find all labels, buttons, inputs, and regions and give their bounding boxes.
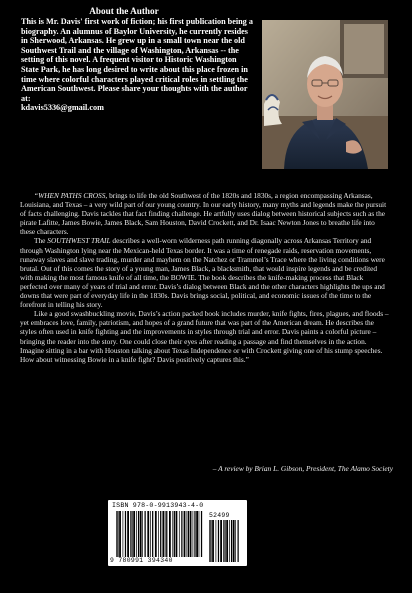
addon-bar-1 xyxy=(210,520,211,562)
about-heading: About the Author xyxy=(89,6,159,16)
ean-bar-11 xyxy=(140,511,142,557)
ean-bar-13 xyxy=(145,511,146,557)
addon-bar-12 xyxy=(235,520,236,562)
ean-bar-0 xyxy=(116,511,117,557)
addon-bar-13 xyxy=(238,520,239,562)
ean-bar-9 xyxy=(136,511,137,557)
ean-bar-3 xyxy=(123,511,124,557)
isbn-barcode xyxy=(108,500,247,566)
ean-bar-1 xyxy=(117,511,118,557)
ean-bar-26 xyxy=(176,511,178,557)
ean-bar-6 xyxy=(130,511,131,557)
review-text-2: describes a well-worn wilderness path running diagonally across Arkansas Territory and through Washington lying near the Mexican-held Texas border. It was a time of renegade raids, reservation movements, runaway slaves and slave trading, murder and mayhem on the Natchez or Trammel’s Trace where the living conditions were brutal. Out of this comes the story of a young man, James Black, a blacksmith, that would inspire legends and be credited with making the most famous knife of all time, the BOWIE. The book describes the knife-making process that Black perfected over many of years of trial and error. Davis’s dialog between Black and the other characters highlights the ups and downs that were part of everyday life in the 1830s. Davis brings social, political, and economic issues of the time to the forefront in telling his story. xyxy=(20,236,385,310)
author-email: kdavis5336@gmail.com xyxy=(21,103,104,113)
addon-bar-11 xyxy=(233,520,235,562)
addon-bar-3 xyxy=(216,520,217,562)
ean-bar-8 xyxy=(133,511,135,557)
ean-bar-7 xyxy=(131,511,132,557)
isbn-label: ISBN 978-0-9913943-4-0 xyxy=(112,502,204,509)
ean-bar-27 xyxy=(179,511,180,557)
ean-bar-22 xyxy=(166,511,167,557)
ean-bar-18 xyxy=(158,511,159,557)
addon-bar-5 xyxy=(220,520,222,562)
addon-bar-10 xyxy=(231,520,232,562)
ean-bar-32 xyxy=(190,511,192,557)
price-code: 52499 xyxy=(209,512,230,519)
addon-bar-2 xyxy=(212,520,214,562)
ean-bar-15 xyxy=(150,511,151,557)
ean-bar-17 xyxy=(155,511,157,557)
ean-digits: 9 780991 394340 xyxy=(110,557,173,564)
ean-bar-35 xyxy=(196,511,198,557)
ean-bar-25 xyxy=(174,511,175,557)
ean-bar-28 xyxy=(181,511,182,557)
addon-bar-4 xyxy=(218,520,219,562)
ean-bar-21 xyxy=(165,511,166,557)
ean-bar-31 xyxy=(188,511,189,557)
ean-bar-19 xyxy=(160,511,161,557)
ean-bar-37 xyxy=(201,511,202,557)
author-photo xyxy=(262,20,388,169)
ean-bar-4 xyxy=(125,511,126,557)
ean-bar-36 xyxy=(199,511,200,557)
review-trail-title: SOUTHWEST TRAIL xyxy=(47,236,111,246)
author-bio: This is Mr. Davis' first work of fiction; his first publication being a biography. An alumnus of Baylor University, he currently resides in Sherwood, Arkansas. He grew up in a small town near the old Southwest Trail and the village of Washington, Arkansas -- the setting of this novel. A frequent visitor to Historic Washington State Park, he has long desired to write about this place frozen in time where colorful characters played critical roles in settling the American Southwest. Please share your thoughts with the author at: xyxy=(21,17,253,103)
review-attribution: – A review by Brian L. Gibson, President, The Alamo Society xyxy=(212,464,393,473)
review-text-2a: The xyxy=(34,236,48,246)
review-paragraph-3: Like a good swashbuckling movie, Davis’s action packed book includes murder, knife fights, fires, plagues, and floods – yet embraces love, family, patriotism, and hopes of a grand future that was part of the American dream. He describes the styles often used in knife fighting and the improvements in styles through trial and error. Davis paints a colorful picture – bringing the reader into the story. One could close their eyes after reading a passage and find themselves in the action. Imagine sitting in a bar with Houston talking about Texas Independence or with Crockett giving one of his stump speeches. How about witnessing Bowie in a knife fight? Davis positively captures this.” xyxy=(20,309,389,364)
addon-bar-7 xyxy=(224,520,225,562)
ean-bar-34 xyxy=(194,511,195,557)
addon-bar-6 xyxy=(223,520,224,562)
ean-bar-29 xyxy=(184,511,186,557)
review-book-title: “WHEN PATHS CROSS xyxy=(34,191,106,200)
addon-bar-9 xyxy=(229,520,230,562)
ean-bar-14 xyxy=(147,511,149,557)
ean-bar-24 xyxy=(172,511,173,557)
addon-bar-8 xyxy=(226,520,228,562)
review-paragraph-2 xyxy=(20,236,390,309)
ean-bar-16 xyxy=(152,511,153,557)
ean-bar-2 xyxy=(119,511,121,557)
review-paragraph-1 xyxy=(20,191,390,236)
ean-bar-30 xyxy=(187,511,188,557)
ean-bar-23 xyxy=(169,511,171,557)
addon-bar-0 xyxy=(209,520,210,562)
about-the-author xyxy=(21,6,253,113)
book-review xyxy=(20,191,390,364)
ean-bar-20 xyxy=(162,511,164,557)
ean-bar-12 xyxy=(142,511,143,557)
review-text-1: , brings to life the old Southwest of the 1820s and 1830s, a region encompassing Arkansas, Louisiana, and Texas – a very wild part of our young country. In our early history, many myths and legends make the pursuit of facts challenging. Davis tackles that fact finding challenge. He artfully uses dialog between historical subjects such as the pirate Lafitte, James Bowie, James Black, Sam Houston, David Crockett, and Dr. Isaac Newton Jones to breathe life into these characters. xyxy=(20,191,387,237)
ean-bar-10 xyxy=(138,511,139,557)
ean-bar-33 xyxy=(193,511,194,557)
ean-bar-5 xyxy=(127,511,129,557)
